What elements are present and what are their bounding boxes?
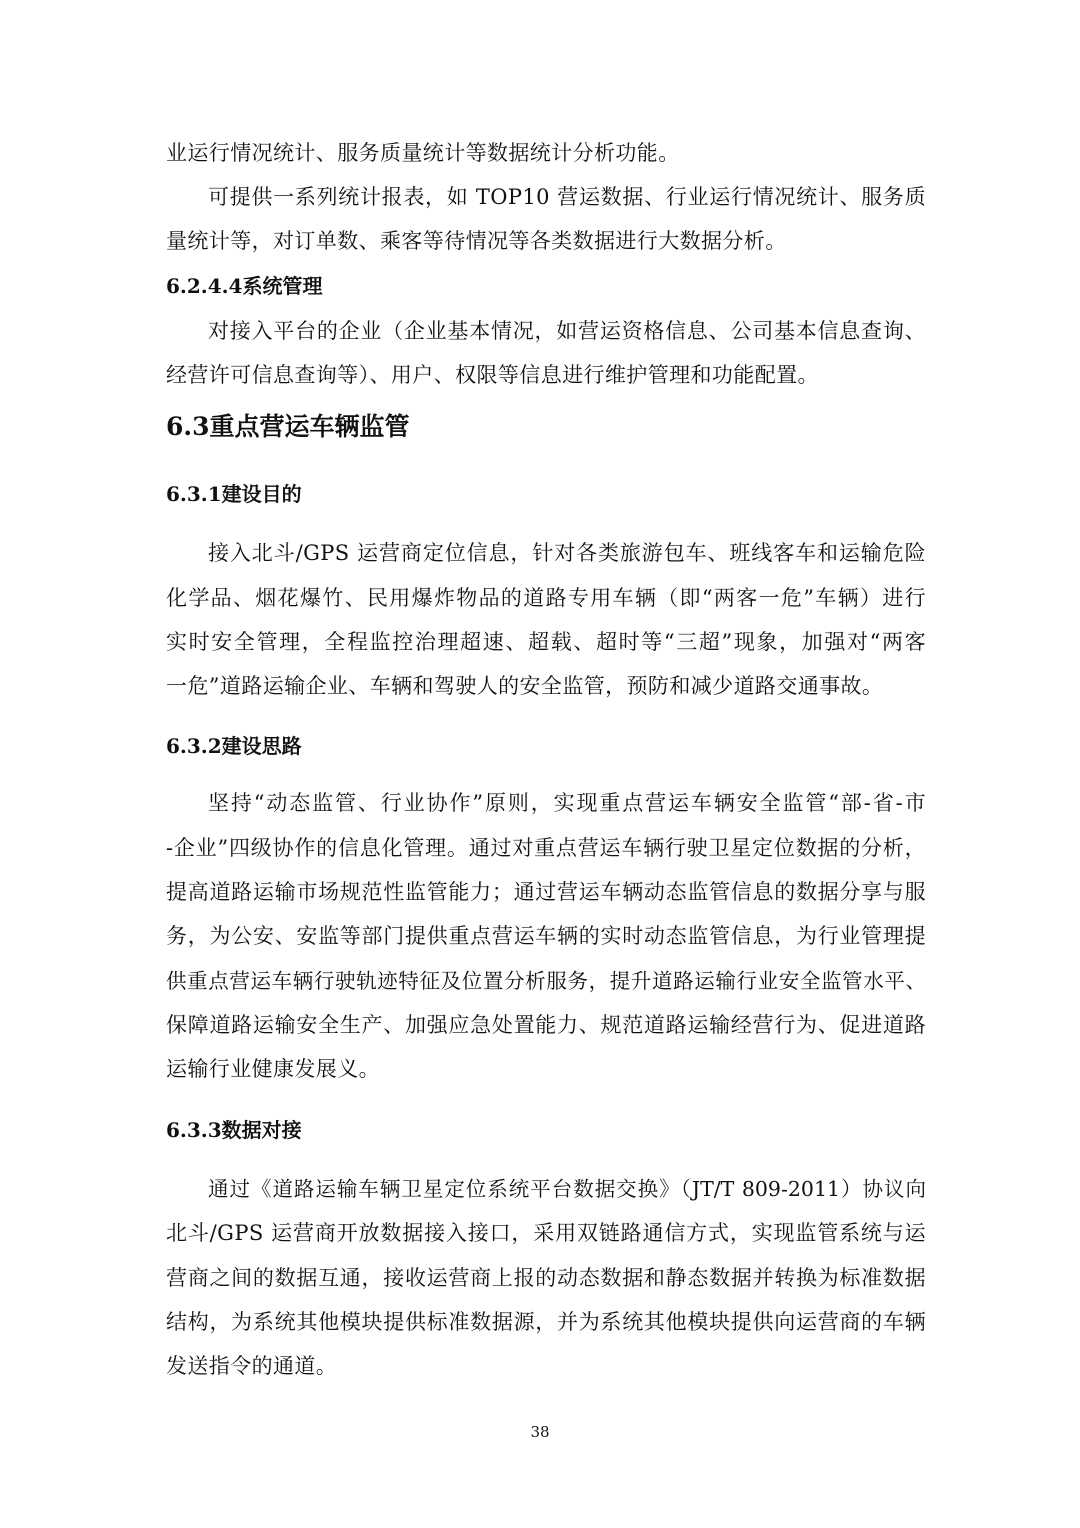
section-heading-6-2-4-4: 6.2.4.4系统管理: [166, 274, 323, 298]
paragraph-line: 坚持“动态监管、行业协作”原则，实现重点营运车辆安全监管“部-省-市: [208, 791, 926, 815]
page-number: 38: [530, 1423, 550, 1441]
paragraph-line: 业运行情况统计、服务质量统计等数据统计分析功能。: [166, 141, 680, 165]
paragraph-line: 化学品、烟花爆竹、民用爆炸物品的道路专用车辆（即“两客一危”车辆）进行: [166, 586, 926, 610]
paragraph-line: 量统计等，对订单数、乘客等待情况等各类数据进行大数据分析。: [166, 229, 787, 253]
paragraph-line: 接入北斗/GPS 运营商定位信息，针对各类旅游包车、班线客车和运输危险: [208, 541, 926, 565]
section-heading-6-3-3: 6.3.3数据对接: [166, 1118, 302, 1142]
section-heading-6-3-2: 6.3.2建设思路: [166, 734, 302, 758]
paragraph-line: 可提供一系列统计报表，如 TOP10 营运数据、行业运行情况统计、服务质: [208, 185, 926, 209]
paragraph-line: 经营许可信息查询等）、用户、权限等信息进行维护管理和功能配置。: [166, 363, 819, 387]
paragraph-line: 结构，为系统其他模块提供标准数据源，并为系统其他模块提供向运营商的车辆: [166, 1310, 926, 1334]
paragraph-line: 务，为公安、安监等部门提供重点营运车辆的实时动态监管信息，为行业管理提: [166, 924, 926, 948]
paragraph-line: 一危”道路运输企业、车辆和驾驶人的安全监管，预防和减少道路交通事故。: [166, 674, 884, 698]
paragraph-line: 营商之间的数据互通，接收运营商上报的动态数据和静态数据并转换为标准数据: [166, 1266, 926, 1290]
paragraph-line: 发送指令的通道。: [166, 1354, 338, 1378]
section-heading-6-3: 6.3重点营运车辆监管: [166, 412, 410, 441]
paragraph-line: 通过《道路运输车辆卫星定位系统平台数据交换》（JT/T 809-2011）协议向: [208, 1177, 926, 1201]
paragraph-line: 提高道路运输市场规范性监管能力；通过营运车辆动态监管信息的数据分享与服: [166, 880, 926, 904]
paragraph-line: 北斗/GPS 运营商开放数据接入接口，采用双链路通信方式，实现监管系统与运: [166, 1221, 926, 1245]
section-heading-6-3-1: 6.3.1建设目的: [166, 482, 302, 506]
paragraph-line: 供重点营运车辆行驶轨迹特征及位置分析服务，提升道路运输行业安全监管水平、: [166, 969, 926, 993]
paragraph-line: 运输行业健康发展义。: [166, 1057, 380, 1081]
paragraph-line: 对接入平台的企业（企业基本情况，如营运资格信息、公司基本信息查询、: [208, 319, 926, 343]
paragraph-line: -企业”四级协作的信息化管理。通过对重点营运车辆行驶卫星定位数据的分析，: [166, 836, 926, 860]
paragraph-line: 实时安全管理，全程监控治理超速、超载、超时等“三超”现象，加强对“两客: [166, 630, 926, 654]
paragraph-line: 保障道路运输安全生产、加强应急处置能力、规范道路运输经营行为、促进道路: [166, 1013, 926, 1037]
